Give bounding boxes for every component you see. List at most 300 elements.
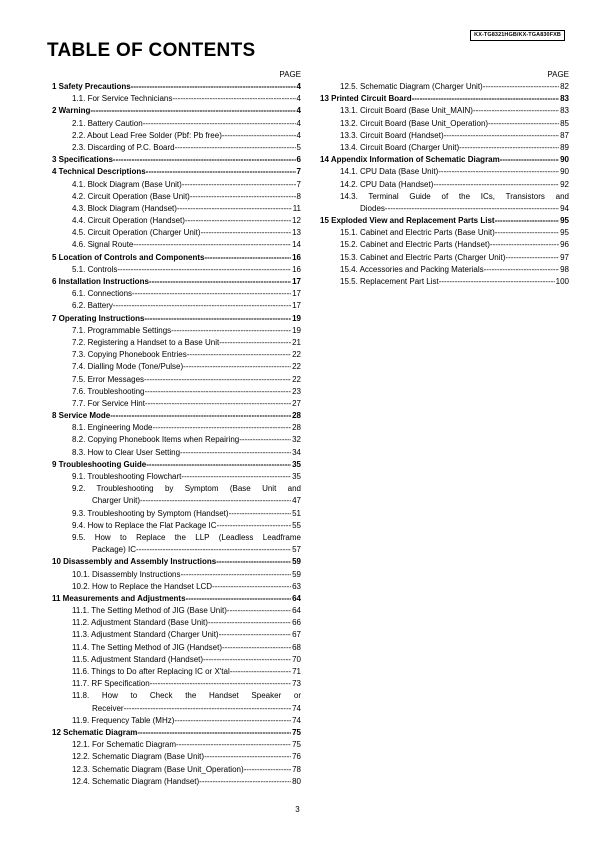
toc-section-link[interactable] xyxy=(52,727,301,739)
toc-subsection-link[interactable] xyxy=(320,276,569,288)
toc-entry-page: 80 xyxy=(292,776,301,786)
dot-leader xyxy=(459,142,559,154)
toc-entry-page: 28 xyxy=(292,423,301,433)
toc-entry-title: 15.2. Cabinet and Electric Parts (Handset) xyxy=(340,240,490,250)
toc-entry-page: 76 xyxy=(292,752,301,762)
toc-entries xyxy=(52,81,301,788)
toc-entry-page: 4 xyxy=(296,94,301,104)
dot-leader xyxy=(239,434,291,446)
toc-entry-title: 15.5. Replacement Part List xyxy=(340,277,439,286)
dot-leader xyxy=(182,179,296,191)
toc-entry-title: 14.2. CPU Data (Handset) xyxy=(340,179,434,189)
toc-subsection-link[interactable] xyxy=(52,483,301,495)
toc-subsection-link[interactable] xyxy=(52,325,301,337)
toc-entry-page: 27 xyxy=(292,398,301,408)
toc-subsection-link[interactable] xyxy=(52,300,301,312)
toc-subsection-link[interactable] xyxy=(52,703,301,715)
dot-leader xyxy=(484,264,559,276)
toc-entry-title: 11.4. The Setting Method of JIG (Handset) xyxy=(72,642,223,652)
dot-leader xyxy=(222,130,296,142)
dot-leader xyxy=(137,727,291,739)
page-column-header: PAGE xyxy=(547,70,569,79)
toc-entry-page: 7 xyxy=(296,179,301,189)
toc-section-link[interactable] xyxy=(52,410,301,422)
toc-entry-page: 85 xyxy=(560,118,569,128)
toc-entry-title: 15.3. Cabinet and Electric Parts (Charger Unit) xyxy=(340,252,506,262)
toc-entry-title: 8.1. Engineering Mode xyxy=(72,423,153,433)
dot-leader xyxy=(150,678,291,690)
toc-entry-page: 75 xyxy=(292,727,301,737)
dot-leader xyxy=(143,118,296,130)
toc-entry-page: 87 xyxy=(560,130,569,140)
toc-entry-title: 7.2. Registering a Handset to a Base Unit xyxy=(72,337,220,347)
dot-leader xyxy=(505,252,559,264)
dot-leader xyxy=(124,703,292,715)
toc-entry-title: 11.5. Adjustment Standard (Handset) xyxy=(72,654,204,664)
toc-section-link[interactable] xyxy=(52,105,301,117)
toc-entry-page: 22 xyxy=(292,374,301,384)
toc-entry-title: 4.1. Block Diagram (Base Unit) xyxy=(72,179,182,189)
toc-entry-title: 4.2. Circuit Operation (Base Unit) xyxy=(72,191,190,201)
toc-entry-page: 17 xyxy=(292,277,301,286)
toc-entry-title: 5 Location of Controls and Components xyxy=(52,252,205,262)
toc-subsection-link[interactable] xyxy=(320,191,569,203)
toc-entry-page: 95 xyxy=(560,228,569,238)
toc-entry-title: 10.1. Disassembly Instructions xyxy=(72,569,181,579)
toc-entry-page: 4 xyxy=(296,130,301,140)
dot-leader xyxy=(146,166,296,178)
toc-entry-page: 98 xyxy=(560,264,569,274)
toc-entry-title: Receiver xyxy=(92,703,124,713)
toc-subsection-link[interactable] xyxy=(52,264,301,276)
toc-subsection-link[interactable] xyxy=(52,629,301,641)
toc-entry-page: 90 xyxy=(560,167,569,177)
toc-subsection-link[interactable] xyxy=(52,434,301,446)
dot-leader xyxy=(146,459,291,471)
toc-entry-title: 14.1. CPU Data (Base Unit) xyxy=(340,167,439,177)
dot-leader xyxy=(412,93,560,105)
toc-section-link[interactable] xyxy=(52,313,301,325)
dot-leader xyxy=(172,93,295,105)
dot-leader xyxy=(212,581,291,593)
toc-entry-title: 13.4. Circuit Board (Charger Unit) xyxy=(340,142,460,152)
toc-entry-page: 35 xyxy=(292,459,301,469)
toc-subsection-link[interactable] xyxy=(52,118,301,130)
toc-entry-page: 74 xyxy=(292,703,301,713)
toc-entry-title: 11.9. Frequency Table (MHz) xyxy=(72,715,175,725)
toc-subsection-link[interactable] xyxy=(52,361,301,373)
dot-leader xyxy=(145,398,291,410)
dot-leader xyxy=(186,593,292,605)
dot-leader xyxy=(187,349,291,361)
toc-entry-title: 11.3. Adjustment Standard (Charger Unit) xyxy=(72,630,219,640)
toc-entry-title: 7.6. Troubleshooting xyxy=(72,386,145,396)
toc-entry-title: 13.2. Circuit Board (Base Unit_Operation) xyxy=(340,118,489,128)
toc-entry-page: 83 xyxy=(560,94,569,104)
toc-entry-title: 8.3. How to Clear User Setting xyxy=(72,447,181,457)
toc-subsection-link[interactable] xyxy=(320,118,569,130)
toc-entry-page: 16 xyxy=(292,264,301,274)
toc-entry-page: 70 xyxy=(292,654,301,664)
toc-right-column xyxy=(320,68,569,288)
toc-subsection-link[interactable] xyxy=(320,130,569,142)
toc-subsection-link[interactable] xyxy=(52,374,301,386)
toc-entry-page: 51 xyxy=(292,508,301,518)
toc-entry-title: 15 Exploded View and Replacement Parts List xyxy=(320,216,495,226)
toc-subsection-link[interactable] xyxy=(52,642,301,654)
toc-entry-title: 15.1. Cabinet and Electric Parts (Base Unit) xyxy=(340,228,495,238)
dot-leader xyxy=(113,300,291,312)
toc-entry-page: 75 xyxy=(292,740,301,750)
toc-entry-title: 10.2. How to Replace the Handset LCD xyxy=(72,581,213,591)
toc-entry-title: 14 Appendix Information of Schematic Diagram xyxy=(320,155,500,165)
toc-subsection-link[interactable] xyxy=(52,715,301,727)
dot-leader xyxy=(133,239,291,251)
toc-entry-page: 47 xyxy=(292,496,301,506)
toc-entry-title: 12.5. Schematic Diagram (Charger Unit) xyxy=(340,82,483,91)
toc-entry-page: 97 xyxy=(560,252,569,262)
toc-section-link[interactable] xyxy=(52,81,301,93)
toc-entry-title: 12.3. Schematic Diagram (Base Unit_Operation) xyxy=(72,764,244,774)
toc-subsection-link[interactable] xyxy=(52,215,301,227)
toc-entry-page: 4 xyxy=(296,118,301,128)
dot-leader xyxy=(208,617,291,629)
toc-entry-page: 100 xyxy=(555,277,569,286)
toc-entry-title: 14.3. Terminal Guide of the ICs, Transistors and xyxy=(340,191,569,201)
toc-entry-title: 6.2. Battery xyxy=(72,301,113,311)
dot-leader xyxy=(144,374,291,386)
toc-entry-title: 2 Warning xyxy=(52,106,91,116)
page-column-header: PAGE xyxy=(279,70,301,79)
toc-subsection-link[interactable] xyxy=(320,166,569,178)
toc-entry-title: 7.4. Dialling Mode (Tone/Pulse) xyxy=(72,362,184,372)
toc-entry-title: 1 Safety Precautions xyxy=(52,82,131,91)
toc-subsection-link[interactable] xyxy=(52,544,301,556)
toc-entry-title: 6.1. Connections xyxy=(72,289,133,299)
toc-entry-title: 12.2. Schematic Diagram (Base Unit) xyxy=(72,752,205,762)
toc-entry-title: 11.1. The Setting Method of JIG (Base Unit) xyxy=(72,606,227,616)
dot-leader xyxy=(217,520,292,532)
toc-entry-page: 23 xyxy=(292,386,301,396)
toc-entry-title: 11.7. RF Specification xyxy=(72,679,150,689)
toc-subsection-link[interactable] xyxy=(52,130,301,142)
toc-entry-page: 68 xyxy=(292,642,301,652)
dot-leader xyxy=(171,325,291,337)
toc-entry-title: 2.2. About Lead Free Solder (Pbf: Pb free) xyxy=(72,130,222,140)
dot-leader xyxy=(230,666,291,678)
toc-entry-page: 19 xyxy=(292,313,301,323)
dot-leader xyxy=(117,264,291,276)
toc-entry-title: 11.2. Adjustment Standard (Base Unit) xyxy=(72,618,208,628)
toc-subsection-link[interactable] xyxy=(52,678,301,690)
dot-leader xyxy=(113,154,296,166)
toc-entry-title: 6 Installation Instructions xyxy=(52,277,149,286)
toc-entry-page: 92 xyxy=(560,179,569,189)
toc-entry-title: 3 Specifications xyxy=(52,155,113,165)
dot-leader xyxy=(495,227,559,239)
dot-leader xyxy=(244,764,291,776)
page-number: 3 xyxy=(295,805,300,814)
toc-entry-page: 4 xyxy=(296,82,301,91)
toc-section-link[interactable] xyxy=(52,556,301,568)
toc-entry-title: 7.3. Copying Phonebook Entries xyxy=(72,350,187,360)
toc-subsection-link[interactable] xyxy=(320,179,569,191)
toc-entry-page: 66 xyxy=(292,618,301,628)
toc-entry-page: 22 xyxy=(292,362,301,372)
toc-entry-page: 8 xyxy=(296,191,301,201)
toc-subsection-link[interactable] xyxy=(52,666,301,678)
toc-entry-page: 71 xyxy=(292,667,301,676)
dot-leader xyxy=(176,739,291,751)
dot-leader xyxy=(175,142,296,154)
toc-entry-title: 2.1. Battery Caution xyxy=(72,118,143,128)
toc-entry-page: 78 xyxy=(292,764,301,774)
toc-entry-title: 13.3. Circuit Board (Handset) xyxy=(340,130,444,140)
toc-entry-page: 64 xyxy=(292,606,301,616)
toc-subsection-link[interactable] xyxy=(52,776,301,788)
toc-subsection-link[interactable] xyxy=(52,520,301,532)
toc-subsection-link[interactable] xyxy=(52,751,301,763)
toc-section-link[interactable] xyxy=(52,276,301,288)
toc-entry-page: 22 xyxy=(292,350,301,360)
dot-leader xyxy=(132,288,291,300)
toc-entry-page: 19 xyxy=(292,325,301,335)
toc-entry-title: 13.1. Circuit Board (Base Unit_MAIN) xyxy=(340,106,473,116)
toc-subsection-link[interactable] xyxy=(52,690,301,702)
toc-entry-page: 64 xyxy=(292,593,301,603)
toc-subsection-link[interactable] xyxy=(52,569,301,581)
dot-leader xyxy=(483,81,559,93)
toc-entry-title: 9.3. Troubleshooting by Symptom (Handset) xyxy=(72,508,229,518)
toc-entry-page: 67 xyxy=(292,630,301,640)
dot-leader xyxy=(181,569,292,581)
toc-entry-page: 74 xyxy=(292,715,301,725)
toc-subsection-link[interactable] xyxy=(52,471,301,483)
dot-leader xyxy=(216,556,291,568)
toc-entry-title: 1.1. For Service Technicians xyxy=(72,94,173,104)
dot-leader xyxy=(500,154,559,166)
toc-subsection-link[interactable] xyxy=(320,252,569,264)
toc-section-link[interactable] xyxy=(52,459,301,471)
dot-leader xyxy=(204,751,291,763)
toc-entry-title: 7 Operating Instructions xyxy=(52,313,145,323)
toc-entry-title: 11 Measurements and Adjustments xyxy=(52,593,186,603)
toc-entry-title: Diodes xyxy=(360,203,385,213)
toc-entry-title: 2.3. Discarding of P.C. Board xyxy=(72,142,175,152)
dot-leader xyxy=(488,118,559,130)
toc-section-link[interactable] xyxy=(320,215,569,227)
dot-leader xyxy=(229,508,292,520)
toc-subsection-link[interactable] xyxy=(52,349,301,361)
toc-entry-page: 11 xyxy=(292,203,301,213)
toc-section-link[interactable] xyxy=(320,154,569,166)
toc-entry-title: 7.7. For Service Hint xyxy=(72,398,145,408)
toc-subsection-link[interactable] xyxy=(52,654,301,666)
dot-leader xyxy=(385,203,559,215)
toc-subsection-link[interactable] xyxy=(52,532,301,544)
toc-entry-page: 83 xyxy=(560,106,569,116)
toc-entry-title: 7.1. Programmable Settings xyxy=(72,325,172,335)
dot-leader xyxy=(199,776,291,788)
toc-subsection-link[interactable] xyxy=(320,264,569,276)
toc-subsection-link[interactable] xyxy=(52,422,301,434)
dot-leader xyxy=(174,715,291,727)
toc-subsection-link[interactable] xyxy=(320,142,569,154)
toc-entry-title: Charger Unit) xyxy=(92,496,141,506)
toc-entry-page: 14 xyxy=(292,240,301,250)
toc-entry-page: 6 xyxy=(296,155,301,165)
toc-subsection-link[interactable] xyxy=(320,105,569,117)
toc-entry-title: 4.4. Circuit Operation (Handset) xyxy=(72,216,185,226)
dot-leader xyxy=(153,422,292,434)
toc-entry-title: 5.1. Controls xyxy=(72,264,118,274)
toc-entry-title: 4.3. Block Diagram (Handset) xyxy=(72,203,177,213)
dot-leader xyxy=(140,495,291,507)
toc-entry-title: 12 Schematic Diagram xyxy=(52,727,138,737)
toc-entry-page: 95 xyxy=(560,216,569,226)
toc-section-link[interactable] xyxy=(52,154,301,166)
dot-leader xyxy=(219,629,292,641)
toc-section-link[interactable] xyxy=(52,593,301,605)
dot-leader xyxy=(438,166,559,178)
toc-entry-title: 15.4. Accessories and Packing Materials xyxy=(340,264,484,274)
toc-entry-page: 73 xyxy=(292,679,301,689)
toc-entry-title: 4.6. Signal Route xyxy=(72,240,134,250)
dot-leader xyxy=(222,642,291,654)
toc-subsection-link[interactable] xyxy=(52,617,301,629)
toc-entry-page: 55 xyxy=(292,520,301,530)
toc-subsection-link[interactable] xyxy=(52,508,301,520)
toc-entry-page: 28 xyxy=(292,411,301,421)
toc-entry-page: 16 xyxy=(292,252,301,262)
toc-subsection-link[interactable] xyxy=(52,227,301,239)
dot-leader xyxy=(183,361,291,373)
dot-leader xyxy=(201,227,292,239)
toc-subsection-link[interactable] xyxy=(52,179,301,191)
toc-subsection-link[interactable] xyxy=(52,398,301,410)
toc-entry-title: 9.4. How to Replace the Flat Package IC xyxy=(72,520,217,530)
toc-entry-page: 94 xyxy=(560,203,569,213)
dot-leader xyxy=(473,105,559,117)
toc-entry-page: 63 xyxy=(292,581,301,591)
toc-subsection-link[interactable] xyxy=(52,142,301,154)
toc-subsection-link[interactable] xyxy=(52,93,301,105)
toc-subsection-link[interactable] xyxy=(52,447,301,459)
toc-entry-title: 11.8. How to Check the Handset Speaker or xyxy=(72,691,301,701)
dot-leader xyxy=(136,544,291,556)
toc-entry-title: 9 Troubleshooting Guide xyxy=(52,459,147,469)
toc-entry-page: 17 xyxy=(292,289,301,299)
toc-section-link[interactable] xyxy=(320,93,569,105)
dot-leader xyxy=(177,203,292,215)
toc-subsection-link[interactable] xyxy=(52,495,301,507)
toc-entry-title: 12.1. For Schematic Diagram xyxy=(72,740,177,750)
toc-subsection-link[interactable] xyxy=(52,605,301,617)
toc-entry-page: 34 xyxy=(292,447,301,457)
dot-leader xyxy=(439,276,555,288)
toc-entry-page: 96 xyxy=(560,240,569,250)
dot-leader xyxy=(185,215,291,227)
toc-entry-page: 90 xyxy=(560,155,569,165)
dot-leader xyxy=(227,605,291,617)
toc-entry-title: 4 Technical Descriptions xyxy=(52,167,146,177)
toc-subsection-link[interactable] xyxy=(52,239,301,251)
toc-entry-title: 9.5. How to Replace the LLP (Leadless Leadframe xyxy=(72,532,301,542)
page-title: TABLE OF CONTENTS xyxy=(47,40,256,61)
toc-entry-page: 21 xyxy=(292,337,301,347)
document-id-label: KX-TG8321HGB/KX-TGA830FXB xyxy=(470,30,565,41)
toc-subsection-link[interactable] xyxy=(52,581,301,593)
toc-entry-page: 57 xyxy=(292,545,301,555)
dot-leader xyxy=(180,447,291,459)
dot-leader xyxy=(181,471,291,483)
dot-leader xyxy=(145,386,292,398)
toc-entry-title: 9.2. Troubleshooting by Symptom (Base Unit and xyxy=(72,484,301,494)
toc-subsection-link[interactable] xyxy=(320,239,569,251)
toc-entry-title: 9.1. Troubleshooting Flowchart xyxy=(72,472,182,481)
toc-left-column xyxy=(52,68,301,788)
toc-entry-title: 4.5. Circuit Operation (Charger Unit) xyxy=(72,228,201,238)
toc-subsection-link[interactable] xyxy=(52,739,301,751)
toc-entry-title: 7.5. Error Messages xyxy=(72,374,145,384)
toc-entry-title: 12.4. Schematic Diagram (Handset) xyxy=(72,776,200,786)
toc-entry-page: 17 xyxy=(292,301,301,311)
dot-leader xyxy=(131,81,296,93)
dot-leader xyxy=(433,179,559,191)
toc-subsection-link[interactable] xyxy=(320,227,569,239)
toc-entry-page: 89 xyxy=(560,142,569,152)
toc-entry-page: 12 xyxy=(292,216,301,226)
dot-leader xyxy=(495,215,560,227)
toc-subsection-link[interactable] xyxy=(52,337,301,349)
dot-leader xyxy=(219,337,291,349)
toc-entries xyxy=(320,81,569,288)
toc-entry-title: 10 Disassembly and Assembly Instructions xyxy=(52,557,217,567)
toc-subsection-link[interactable] xyxy=(52,203,301,215)
toc-section-link[interactable] xyxy=(52,166,301,178)
dot-leader xyxy=(444,130,559,142)
dot-leader xyxy=(149,276,291,288)
toc-entry-page: 59 xyxy=(292,557,301,567)
toc-subsection-link[interactable] xyxy=(52,191,301,203)
toc-entry-title: 11.6. Things to Do after Replacing IC or X'tal xyxy=(72,667,230,676)
toc-subsection-link[interactable] xyxy=(52,764,301,776)
toc-entry-page: 32 xyxy=(292,435,301,445)
toc-subsection-link[interactable] xyxy=(320,203,569,215)
toc-entry-page: 35 xyxy=(292,472,301,481)
toc-subsection-link[interactable] xyxy=(52,386,301,398)
dot-leader xyxy=(203,654,291,666)
toc-entry-page: 5 xyxy=(296,142,301,152)
toc-entry-title: 8.2. Copying Phonebook Items when Repairing xyxy=(72,435,240,445)
toc-entry-page: 13 xyxy=(292,228,301,238)
dot-leader xyxy=(110,410,291,422)
toc-subsection-link[interactable] xyxy=(320,81,569,93)
toc-entry-title: 8 Service Mode xyxy=(52,411,111,421)
dot-leader xyxy=(490,239,559,251)
dot-leader xyxy=(204,252,291,264)
toc-entry-title: Package) IC xyxy=(92,545,137,555)
toc-entry-page: 7 xyxy=(296,167,301,177)
toc-entry-page: 82 xyxy=(560,82,569,91)
dot-leader xyxy=(90,105,295,117)
toc-entry-page: 4 xyxy=(296,106,301,116)
toc-entry-title: 13 Printed Circuit Board xyxy=(320,94,412,104)
toc-section-link[interactable] xyxy=(52,252,301,264)
dot-leader xyxy=(190,191,296,203)
toc-entry-page: 59 xyxy=(292,569,301,579)
toc-subsection-link[interactable] xyxy=(52,288,301,300)
